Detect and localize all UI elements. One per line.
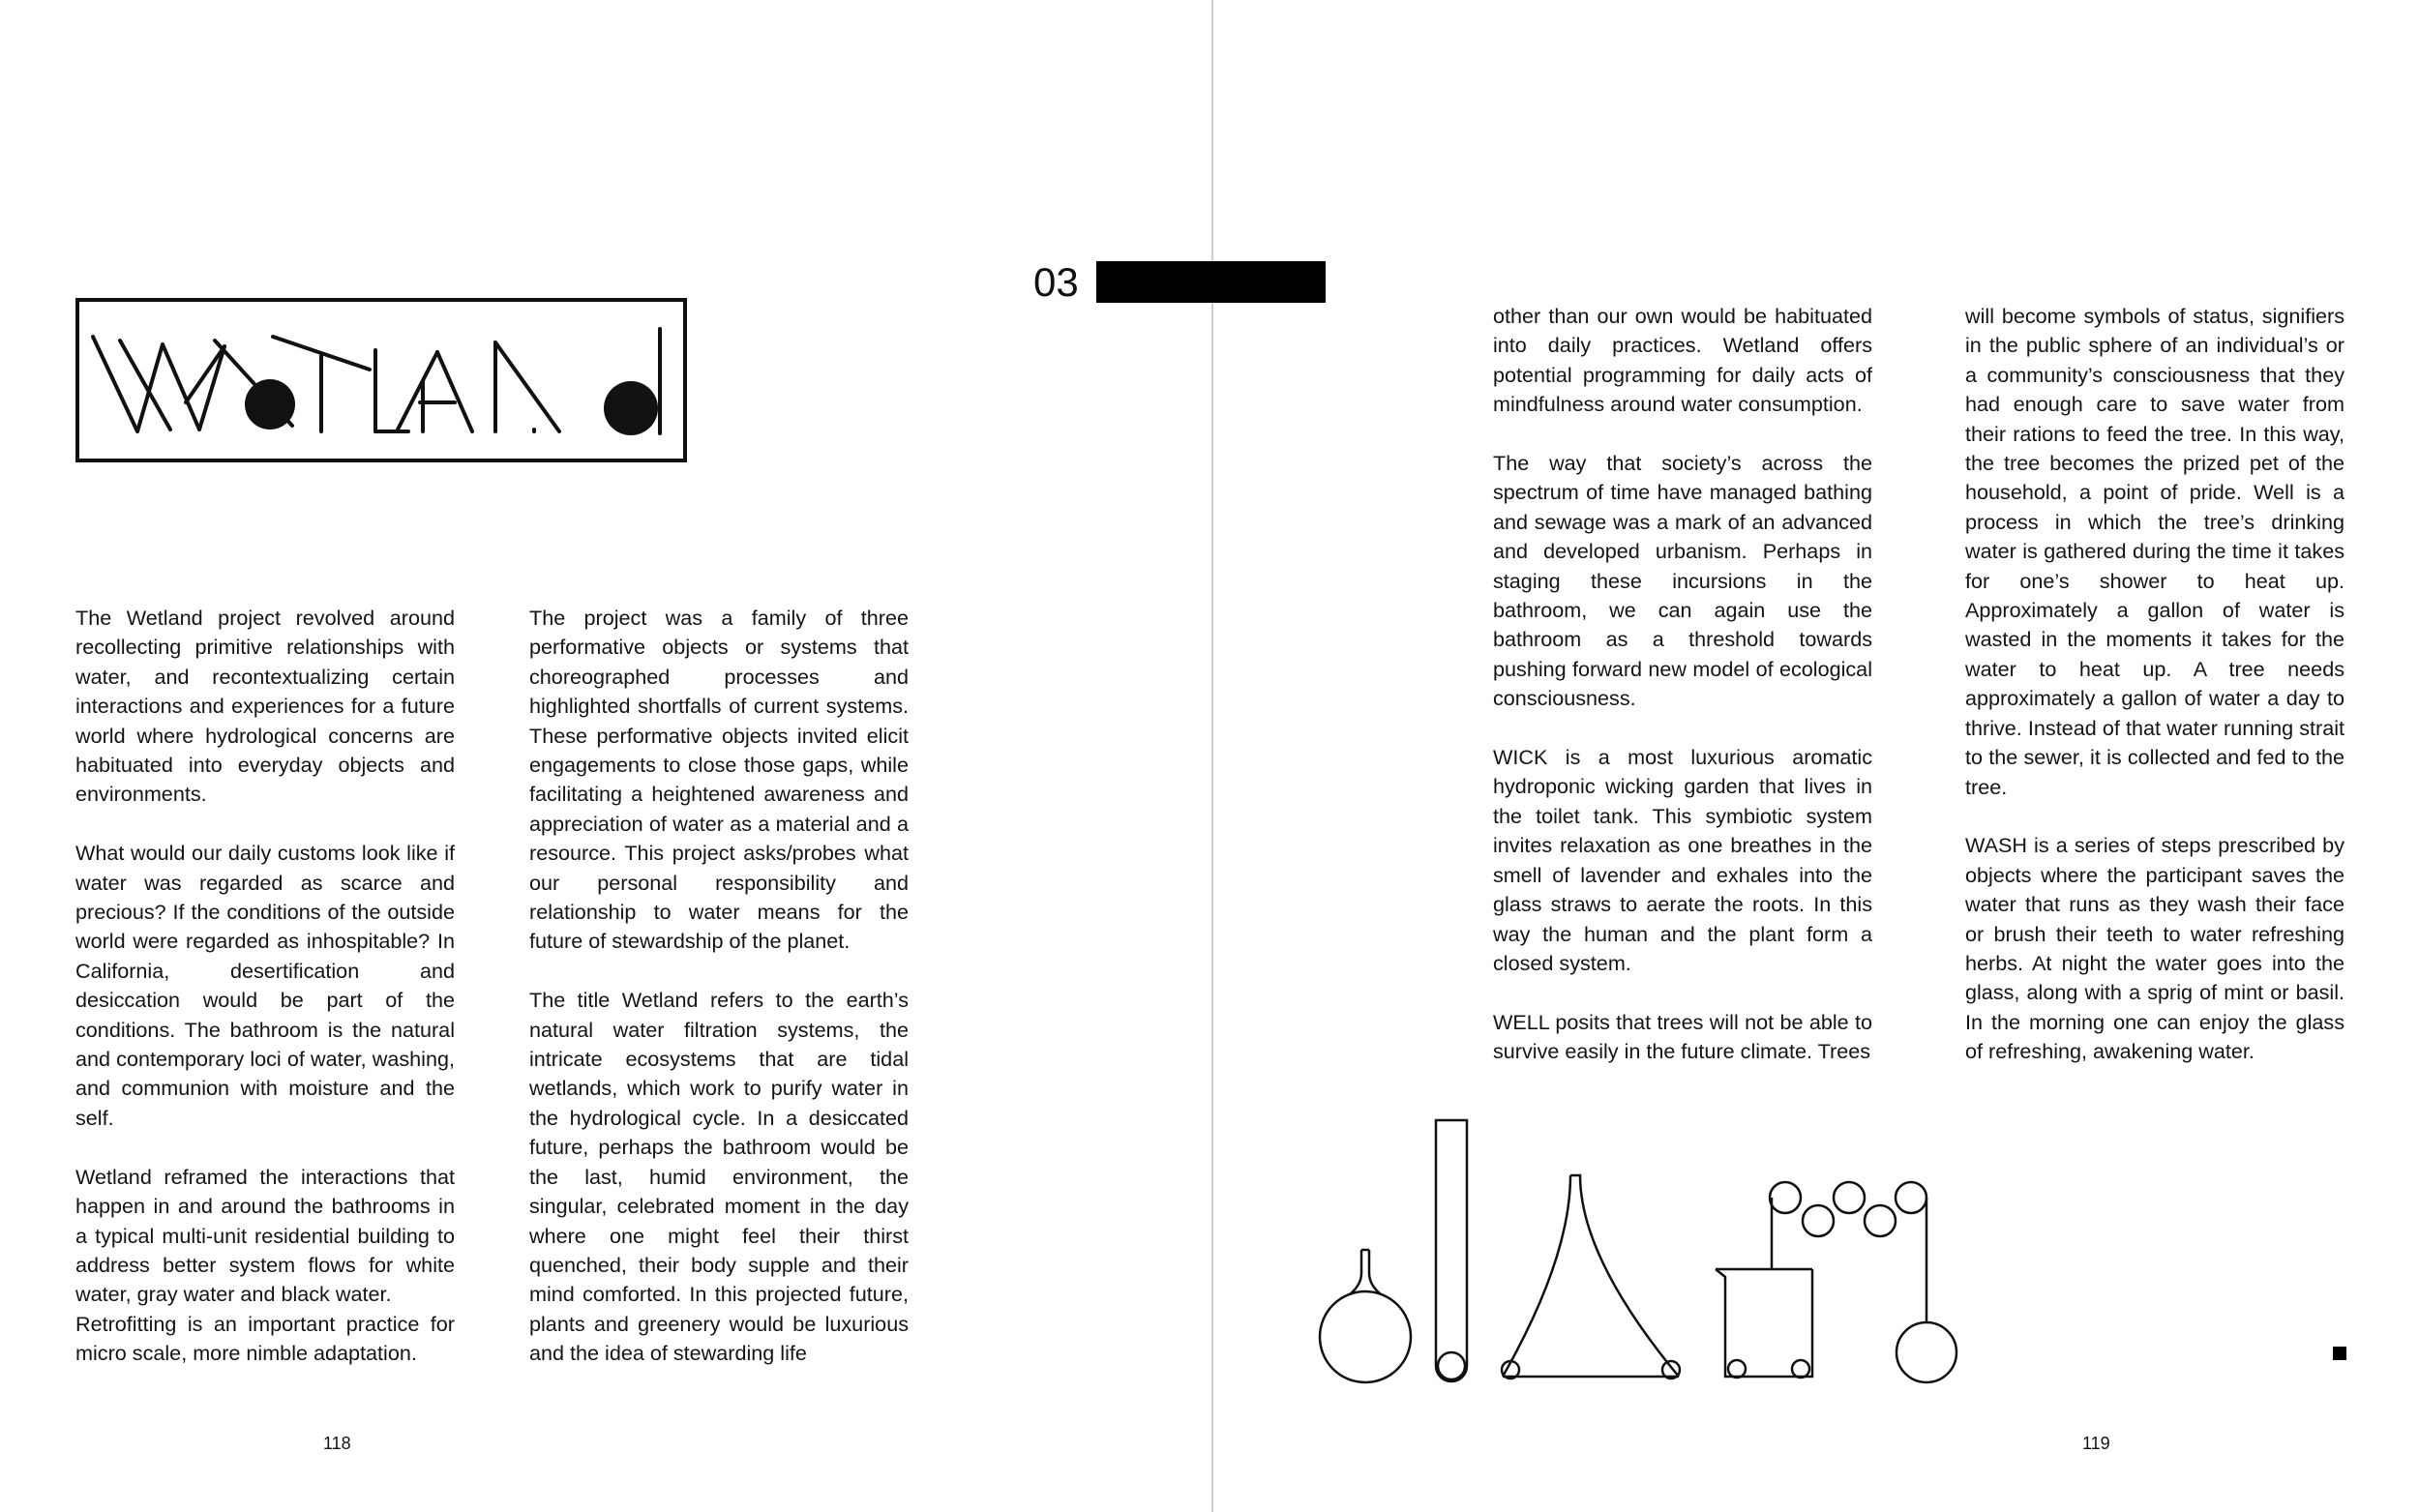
paragraph: What would our daily customs look like if water was regarded as scarce and precious? If the conditions of the outside world were regarded as inhospitable? In California, desertification and desiccation would be part of the conditions. The bathroom is the natural and contemporary loci of water, washing, and communion with moisture and the self.	[75, 841, 455, 1130]
logo-d-bowl	[604, 381, 658, 435]
wetland-wordmark-graphic	[79, 302, 683, 459]
left-column-1	[75, 604, 455, 1369]
vessel-illustration	[1311, 1112, 1969, 1393]
paragraph: WELL posits that trees will not be able to survive easily in the future climate. Trees	[1493, 1009, 1872, 1064]
paragraph: The Wetland project revolved around recollecting primitive relationships with water, and recontextualizing certain interactions and experiences for a future world where hydrological concerns are habituated into everyday objects and environments.	[75, 606, 455, 807]
page-number-right: 119	[2082, 1434, 2110, 1453]
paragraph: The project was a family of three performative objects or systems that choreographed processes and highlighted shortfalls of current systems. These performative objects invited elicit engagements to close those gaps, while facilitating a heightened awareness and appreciation of water as a material and a resource. This project asks/probes what our personal responsibility and relationship to water means for the future of stewardship of the planet.	[529, 606, 909, 954]
page-spine	[1211, 0, 1213, 1512]
paragraph: WICK is a most luxurious aromatic hydroponic wicking garden that lives in the toilet tank. This symbiotic system invites relaxation as one breathes in the smell of lavender and exhales into the glass straws to aerate the roots. In this way the human and the plant form a closed system.	[1493, 745, 1872, 975]
paragraph: Retrofitting is an important practice for micro scale, more nimble adaptation.	[75, 1311, 455, 1366]
section-bar	[1096, 261, 1326, 303]
test-tube-icon	[1436, 1120, 1467, 1381]
paragraph: other than our own would be habituated into daily practices. Wetland offers potential programming for daily acts of mindfulness around water consumption.	[1493, 304, 1872, 417]
end-mark	[2333, 1347, 2346, 1360]
round-flask-icon	[1320, 1250, 1411, 1382]
beaker-icon	[1716, 1269, 1812, 1378]
logo-e-dot	[245, 379, 295, 430]
paragraph: WASH is a series of steps prescribed by objects where the participant saves the water that runs as they wash their face or brush their teeth to water refreshing herbs. At night the water goes into the glass, along with a sprig of mint or basil. In the morning one can enjoy the glass of refreshing, awakening water.	[1965, 833, 2344, 1064]
right-column-2	[1965, 302, 2344, 1067]
page-number-left: 118	[323, 1434, 351, 1453]
pulley-system-icon	[1770, 1182, 1956, 1382]
right-column-1	[1493, 302, 1872, 1067]
conical-flask-icon	[1502, 1175, 1680, 1379]
left-column-2	[529, 604, 909, 1369]
paragraph: will become symbols of status, signifiers in the public sphere of an individual’s or a community’s consciousness that they had enough care to save water from their rations to feed the tree. In this way, the tree becomes the prized pet of the household, a point of pride. Well is a process in which the tree’s drinking water is gathered during the time it takes for one’s shower to heat up. Approximately a gallon of water is wasted in the moments it takes for the water to heat up. A tree needs approximately a gallon of water a day to thrive. Instead of that water running strait to the sewer, it is collected and fed to the tree.	[1965, 304, 2344, 799]
paragraph: Wetland reframed the interactions that happen in and around the bathrooms in a typical multi-unit residential building to address better system flows for white water, gray water and black water.	[75, 1164, 455, 1307]
paragraph: The way that society’s across the spectrum of time have managed bathing and sewage was a mark of an advanced and developed urbanism. Perhaps in staging these incursions in the bathroom, we can again use the bathroom as a threshold towards pushing forward new model of ecological consciousness.	[1493, 451, 1872, 711]
paragraph: The title Wetland refers to the earth’s natural water filtration systems, the intricate ecosystems that are tidal wetlands, which work to purify water in the hydrological cycle. In a desiccated future, perhaps the bathroom would be the last, humid environment, the singular, celebrated moment in the day where one might feel their thirst quenched, their body supple and their mind comforted. In this projected future, plants and greenery would be luxurious and the idea of stewarding life	[529, 988, 909, 1366]
section-number: 03	[1033, 259, 1079, 305]
wetland-logo	[75, 298, 687, 462]
